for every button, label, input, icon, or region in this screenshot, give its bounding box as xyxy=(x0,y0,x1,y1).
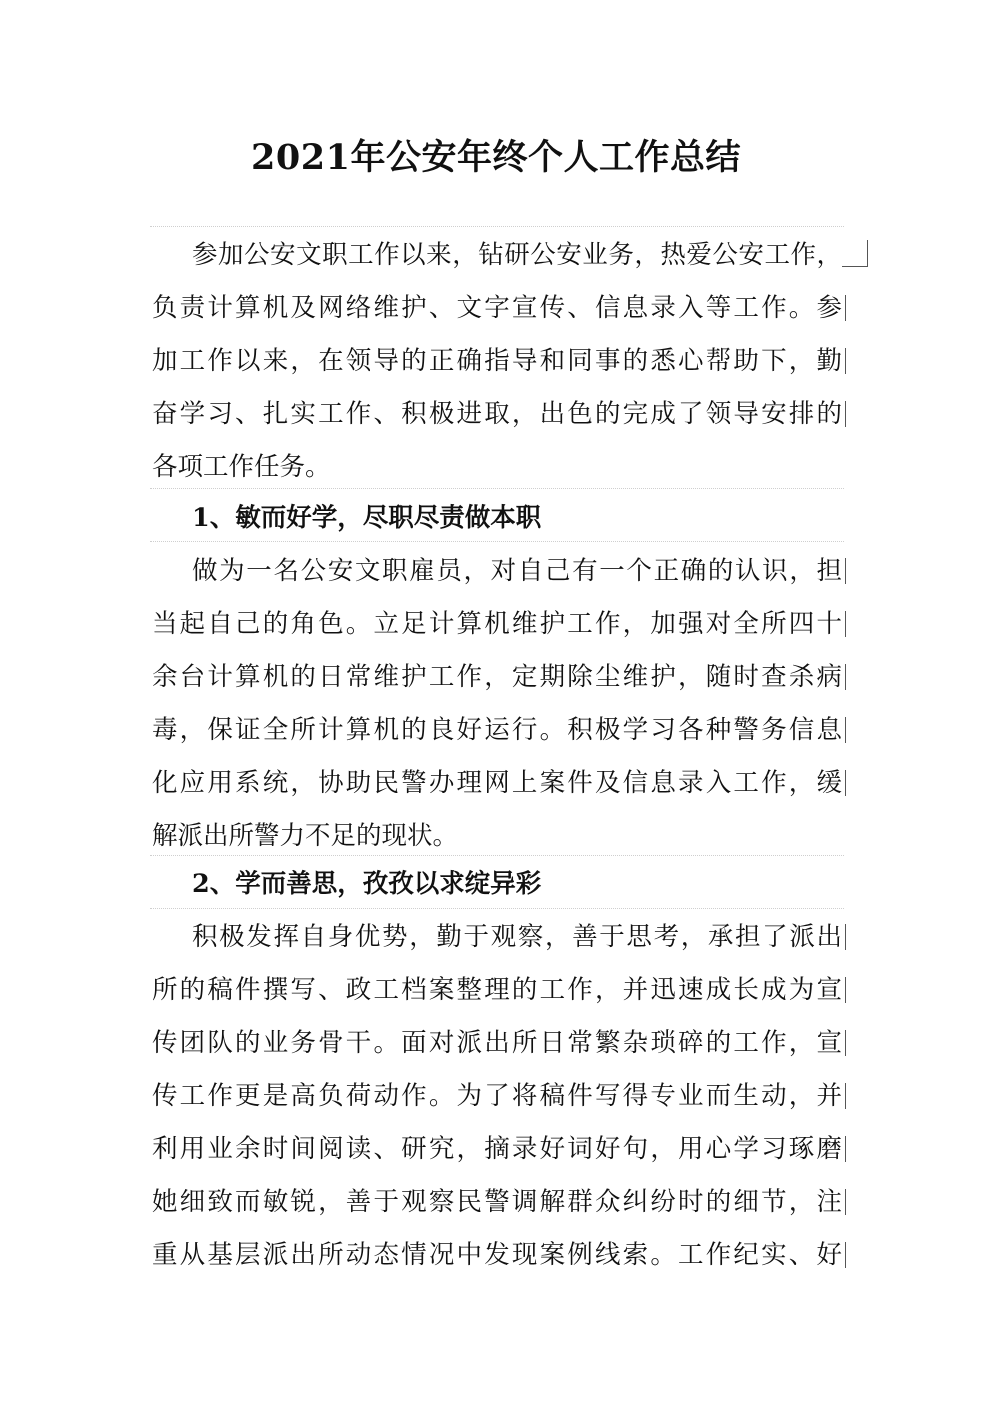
line-end-mark xyxy=(845,770,846,796)
section1-line: 毒，保证全所计算机的良好运行。积极学习各种警务信息 xyxy=(152,704,842,757)
section2-line: 传工作更是高负荷动作。为了将稿件写得专业而生动，并 xyxy=(152,1070,842,1123)
intro-line: 参加公安文职工作以来，钻研公安业务，热爱公安工作， xyxy=(192,240,842,270)
section2-line: 重从基层派出所动态情况中发现案例线索。工作纪实、好 xyxy=(152,1229,842,1282)
intro-line: 加工作以来，在领导的正确指导和同事的悉心帮助下，勤 xyxy=(152,335,842,388)
paragraph-boundary xyxy=(150,488,844,489)
section1-line: 做为一名公安文职雇员，对自己有一个正确的认识，担 xyxy=(152,545,842,598)
line-end-mark xyxy=(845,1189,846,1215)
section2-line: 积极发挥自身优势，勤于观察，善于思考，承担了派出 xyxy=(152,911,842,964)
line-end-mark xyxy=(845,1030,846,1056)
paragraph-boundary xyxy=(150,541,844,542)
paragraph-corner-mark xyxy=(842,266,868,267)
line-end-mark xyxy=(845,664,846,690)
line-end-mark xyxy=(845,717,846,743)
paragraph-corner-mark xyxy=(867,240,868,266)
paragraph-boundary xyxy=(150,855,844,856)
section2-line: 传团队的业务骨干。面对派出所日常繁杂琐碎的工作，宣 xyxy=(152,1017,842,1070)
section1-line: 化应用系统，协助民警办理网上案件及信息录入工作，缓 xyxy=(152,757,842,810)
line-end-mark xyxy=(845,1242,846,1268)
section2-paragraph xyxy=(152,911,842,1282)
paragraph-boundary xyxy=(150,226,844,227)
line-end-mark xyxy=(845,1136,846,1162)
section1-line: 余台计算机的日常维护工作，定期除尘维护，随时查杀病 xyxy=(152,651,842,704)
intro-line: 各项工作任务。 xyxy=(152,452,331,482)
section1-heading: 1、敏而好学，尽职尽责做本职 xyxy=(192,503,542,533)
intro-line: 奋学习、扎实工作、积极进取，出色的完成了领导安排的 xyxy=(152,388,842,441)
document-title: 2021年公安年终个人工作总结 xyxy=(251,137,741,178)
line-end-mark xyxy=(845,977,846,1003)
line-end-mark xyxy=(845,348,846,374)
line-end-mark xyxy=(845,295,846,321)
intro-paragraph xyxy=(152,229,842,494)
section2-line: 所的稿件撰写、政工档案整理的工作，并迅速成长成为宣 xyxy=(152,964,842,1017)
intro-line: 负责计算机及网络维护、文字宣传、信息录入等工作。参 xyxy=(152,282,842,335)
section2-line: 利用业余时间阅读、研究，摘录好词好句，用心学习琢磨 xyxy=(152,1123,842,1176)
section1-line: 解派出所警力不足的现状。 xyxy=(152,821,459,851)
paragraph-boundary xyxy=(150,908,844,909)
line-end-mark xyxy=(845,558,846,584)
section2-line: 她细致而敏锐，善于观察民警调解群众纠纷时的细节，注 xyxy=(152,1176,842,1229)
line-end-mark xyxy=(845,1083,846,1109)
line-end-mark xyxy=(845,924,846,950)
line-end-mark xyxy=(845,401,846,427)
section1-line: 当起自己的角色。立足计算机维护工作，加强对全所四十 xyxy=(152,598,842,651)
section1-paragraph xyxy=(152,545,842,863)
section2-heading: 2、学而善思，孜孜以求绽异彩 xyxy=(192,869,542,899)
line-end-mark xyxy=(845,611,846,637)
